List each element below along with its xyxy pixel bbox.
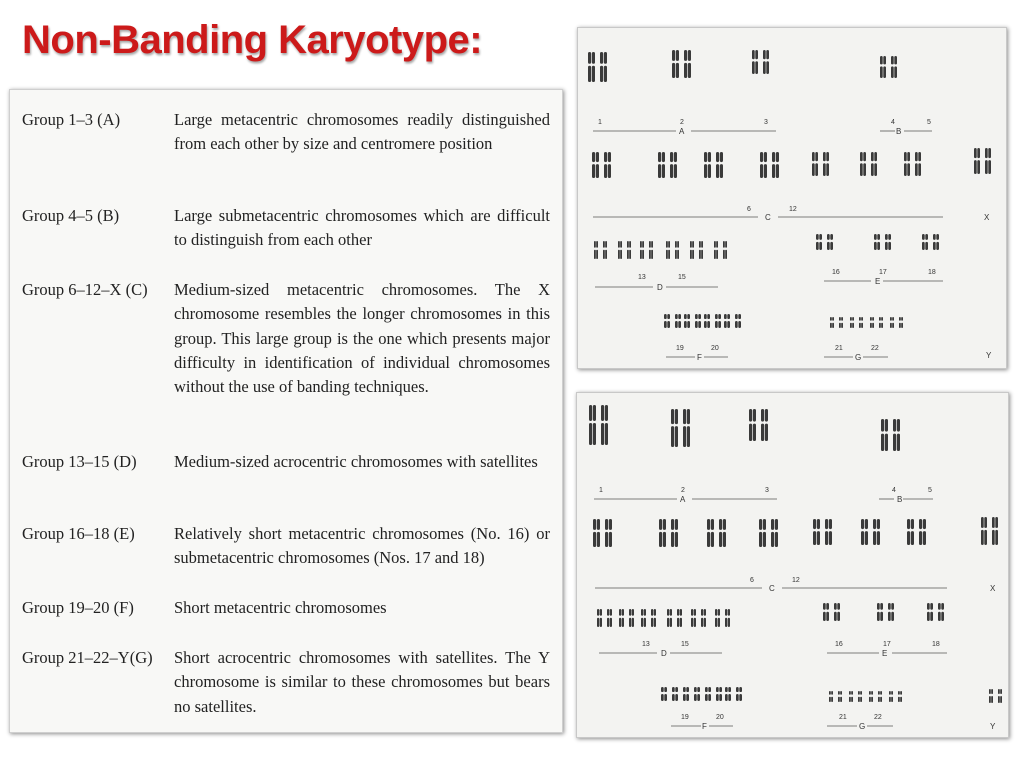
chromosome-icon bbox=[858, 691, 862, 702]
chromosome-icon bbox=[677, 609, 682, 627]
label-group-a: A bbox=[680, 495, 686, 504]
group-description: Short metacentric chromosomes bbox=[174, 598, 387, 617]
chromosome-icon bbox=[725, 687, 731, 701]
chromosome-icon bbox=[881, 419, 888, 451]
chromosome-icon bbox=[629, 609, 634, 627]
karyotype-svg-bottom bbox=[577, 393, 1008, 737]
chromosome-icon bbox=[691, 609, 696, 627]
label-2: 2 bbox=[681, 487, 685, 494]
chromosome-icon bbox=[605, 519, 612, 547]
label-15: 15 bbox=[678, 274, 686, 281]
chromosome-icon bbox=[705, 687, 711, 701]
chromosome-row bbox=[661, 687, 742, 701]
group-name: Group 4–5 (B) bbox=[22, 206, 120, 225]
chromosome-icon bbox=[922, 234, 928, 250]
slide-title: Non-Banding Karyotype: bbox=[22, 18, 483, 62]
chromosome-icon bbox=[725, 609, 730, 627]
chromosome-icon bbox=[981, 517, 987, 545]
chromosome-icon bbox=[683, 687, 689, 701]
chromosome-icon bbox=[888, 603, 894, 621]
chromosome-icon bbox=[825, 519, 832, 545]
label-19: 19 bbox=[676, 345, 684, 352]
chromosome-icon bbox=[760, 152, 767, 178]
chromosome-icon bbox=[998, 689, 1002, 703]
label-22: 22 bbox=[874, 714, 882, 721]
label-20: 20 bbox=[716, 714, 724, 721]
chromosome-icon bbox=[723, 241, 727, 259]
label-19: 19 bbox=[681, 714, 689, 721]
chromosome-icon bbox=[701, 609, 706, 627]
label-group-c: C bbox=[765, 213, 771, 222]
chromosome-icon bbox=[890, 317, 894, 328]
chromosome-icon bbox=[749, 409, 756, 441]
chromosome-icon bbox=[933, 234, 939, 250]
chromosome-icon bbox=[619, 609, 624, 627]
chromosome-icon bbox=[719, 519, 726, 547]
chromosome-icon bbox=[707, 519, 714, 547]
label-4: 4 bbox=[892, 487, 896, 494]
chromosome-row bbox=[816, 234, 939, 250]
chromosome-row bbox=[829, 689, 1002, 703]
chromosome-icon bbox=[850, 317, 854, 328]
label-20: 20 bbox=[711, 345, 719, 352]
chromosome-icon bbox=[649, 241, 653, 259]
label-group-c: C bbox=[769, 584, 775, 593]
chromosome-icon bbox=[684, 50, 691, 78]
chromosome-icon bbox=[715, 609, 720, 627]
label-13: 13 bbox=[642, 641, 650, 648]
chromosome-icon bbox=[830, 317, 834, 328]
chromosome-icon bbox=[627, 241, 631, 259]
chromosome-row bbox=[830, 317, 903, 328]
label-group-a: A bbox=[679, 127, 685, 136]
chromosome-icon bbox=[759, 519, 766, 547]
label-18: 18 bbox=[932, 641, 940, 648]
chromosome-icon bbox=[716, 687, 722, 701]
chromosome-icon bbox=[771, 519, 778, 547]
chromosome-icon bbox=[716, 152, 723, 178]
group-name: Group 21–22–Y(G) bbox=[22, 648, 153, 667]
chromosome-icon bbox=[604, 152, 611, 178]
chromosome-icon bbox=[664, 314, 670, 328]
chromosome-icon bbox=[658, 152, 665, 178]
chromosome-icon bbox=[704, 152, 711, 178]
chromosome-icon bbox=[823, 152, 829, 176]
karyotype-image-bottom bbox=[576, 392, 1009, 738]
label-x: X bbox=[990, 584, 996, 593]
chromosome-icon bbox=[607, 609, 612, 627]
chromosome-icon bbox=[870, 317, 874, 328]
chromosome-icon bbox=[593, 519, 600, 547]
chromosome-icon bbox=[861, 519, 868, 545]
chromosome-icon bbox=[877, 603, 883, 621]
label-group-g: G bbox=[855, 353, 862, 362]
chromosome-icon bbox=[772, 152, 779, 178]
chromosome-icon bbox=[714, 241, 718, 259]
chromosome-icon bbox=[869, 691, 873, 702]
chromosome-row bbox=[589, 405, 900, 451]
chromosome-icon bbox=[659, 519, 666, 547]
chromosome-icon bbox=[899, 317, 903, 328]
label-group-f: F bbox=[697, 353, 702, 362]
chromosome-icon bbox=[891, 56, 897, 78]
chromosome-icon bbox=[594, 241, 598, 259]
chromosome-icon bbox=[684, 314, 690, 328]
chromosome-icon bbox=[823, 603, 829, 621]
chromosome-icon bbox=[683, 409, 690, 447]
chromosome-icon bbox=[879, 317, 883, 328]
karyotype-svg-top bbox=[578, 28, 1006, 368]
label-group-b: B bbox=[896, 127, 902, 136]
label-group-g: G bbox=[859, 722, 866, 731]
chromosome-icon bbox=[699, 241, 703, 259]
group-description: Large submetacentric chromosomes which are difficult to distinguish from each other bbox=[174, 206, 550, 250]
group-description: Large metacentric chromosomes readily distinguished from each other by size and centromere position bbox=[174, 110, 550, 154]
label-21: 21 bbox=[839, 714, 847, 721]
chromosome-icon bbox=[907, 519, 914, 545]
chromosome-icon bbox=[829, 691, 833, 702]
label-group-d: D bbox=[661, 649, 667, 658]
group-description: Medium-sized acrocentric chromosomes with satellites bbox=[174, 452, 538, 471]
label-6: 6 bbox=[750, 577, 754, 584]
label-5: 5 bbox=[928, 487, 932, 494]
chromosome-icon bbox=[588, 52, 595, 82]
group-name: Group 6–12–X (C) bbox=[22, 280, 148, 299]
chromosome-icon bbox=[666, 241, 670, 259]
chromosome-icon bbox=[859, 317, 863, 328]
chromosome-icon bbox=[724, 314, 730, 328]
chromosome-icon bbox=[671, 519, 678, 547]
chromosome-icon bbox=[812, 152, 818, 176]
chromosome-icon bbox=[752, 50, 758, 74]
chromosome-icon bbox=[893, 419, 900, 451]
group-name: Group 1–3 (A) bbox=[22, 110, 121, 129]
label-group-f: F bbox=[702, 722, 707, 731]
chromosome-icon bbox=[915, 152, 921, 176]
label-3: 3 bbox=[764, 119, 768, 126]
label-group-d: D bbox=[657, 283, 663, 292]
chromosome-icon bbox=[667, 609, 672, 627]
chromosome-icon bbox=[597, 609, 602, 627]
chromosome-icon bbox=[675, 314, 681, 328]
group-description: Short acrocentric chromosomes with satellites. The Y chromosome is similar to these chromosomes but bears no satellites. bbox=[174, 648, 550, 716]
group-name: Group 16–18 (E) bbox=[22, 524, 135, 543]
chromosome-icon bbox=[600, 52, 607, 82]
chromosome-icon bbox=[904, 152, 910, 176]
chromosome-icon bbox=[938, 603, 944, 621]
chromosome-icon bbox=[704, 314, 710, 328]
chromosome-icon bbox=[618, 241, 622, 259]
chromosome-icon bbox=[672, 50, 679, 78]
label-21: 21 bbox=[835, 345, 843, 352]
chromosome-icon bbox=[974, 148, 980, 174]
chromosome-icon bbox=[603, 241, 607, 259]
chromosome-icon bbox=[839, 317, 843, 328]
chromosome-icon bbox=[736, 687, 742, 701]
group-name: Group 13–15 (D) bbox=[22, 452, 137, 471]
chromosome-icon bbox=[651, 609, 656, 627]
label-17: 17 bbox=[879, 269, 887, 276]
chromosome-icon bbox=[880, 56, 886, 78]
label-22: 22 bbox=[871, 345, 879, 352]
chromosome-icon bbox=[661, 687, 667, 701]
chromosome-icon bbox=[641, 609, 646, 627]
chromosome-icon bbox=[885, 234, 891, 250]
karyotype-image-top bbox=[577, 27, 1007, 369]
chromosome-icon bbox=[694, 687, 700, 701]
chromosome-icon bbox=[838, 691, 842, 702]
label-y: Y bbox=[986, 351, 992, 360]
label-18: 18 bbox=[928, 269, 936, 276]
chromosome-icon bbox=[813, 519, 820, 545]
chromosome-icon bbox=[989, 689, 993, 703]
chromosome-row bbox=[597, 609, 730, 627]
chromosome-icon bbox=[671, 409, 678, 447]
chromosome-icon bbox=[763, 50, 769, 74]
label-13: 13 bbox=[638, 274, 646, 281]
chromosome-icon bbox=[672, 687, 678, 701]
chromosome-icon bbox=[592, 152, 599, 178]
chromosome-icon bbox=[816, 234, 822, 250]
chromosome-icon bbox=[874, 234, 880, 250]
label-16: 16 bbox=[835, 641, 843, 648]
label-3: 3 bbox=[765, 487, 769, 494]
label-17: 17 bbox=[883, 641, 891, 648]
chromosome-icon bbox=[992, 517, 998, 545]
chromosome-icon bbox=[919, 519, 926, 545]
group-name: Group 19–20 (F) bbox=[22, 598, 134, 617]
chromosome-group-table bbox=[9, 89, 563, 733]
chromosome-icon bbox=[761, 409, 768, 441]
label-6: 6 bbox=[747, 206, 751, 213]
chromosome-row bbox=[823, 603, 944, 621]
label-y: Y bbox=[990, 722, 996, 731]
chromosome-icon bbox=[735, 314, 741, 328]
chromosome-row bbox=[664, 314, 741, 328]
chromosome-icon bbox=[601, 405, 608, 445]
chromosome-row bbox=[594, 241, 727, 259]
label-group-e: E bbox=[882, 649, 888, 658]
chromosome-icon bbox=[834, 603, 840, 621]
chromosome-icon bbox=[871, 152, 877, 176]
chromosome-icon bbox=[695, 314, 701, 328]
chromosome-icon bbox=[589, 405, 596, 445]
label-15: 15 bbox=[681, 641, 689, 648]
chromosome-icon bbox=[927, 603, 933, 621]
chromosome-icon bbox=[889, 691, 893, 702]
chromosome-icon bbox=[715, 314, 721, 328]
label-4: 4 bbox=[891, 119, 895, 126]
chromosome-icon bbox=[670, 152, 677, 178]
label-12: 12 bbox=[789, 206, 797, 213]
label-2: 2 bbox=[680, 119, 684, 126]
label-1: 1 bbox=[599, 487, 603, 494]
chromosome-icon bbox=[985, 148, 991, 174]
chromosome-icon bbox=[675, 241, 679, 259]
label-group-b: B bbox=[897, 495, 903, 504]
chromosome-icon bbox=[898, 691, 902, 702]
chromosome-row bbox=[593, 517, 998, 547]
group-description: Relatively short metacentric chromosomes (No. 16) or submetacentric chromosomes (Nos. 17 and 18) bbox=[174, 524, 550, 568]
chromosome-icon bbox=[690, 241, 694, 259]
chromosome-icon bbox=[878, 691, 882, 702]
label-16: 16 bbox=[832, 269, 840, 276]
chromosome-icon bbox=[640, 241, 644, 259]
label-1: 1 bbox=[598, 119, 602, 126]
label-x: X bbox=[984, 213, 990, 222]
chromosome-row bbox=[588, 50, 897, 82]
chromosome-icon bbox=[860, 152, 866, 176]
chromosome-icon bbox=[827, 234, 833, 250]
group-description: Medium-sized metacentric chromosomes. The X chromosome resembles the longer chromosomes in this group. This large group is the one which presents major difficulty in identification of individual chromosomes without the use of banding techniques. bbox=[174, 280, 550, 397]
label-group-e: E bbox=[875, 277, 881, 286]
chromosome-icon bbox=[873, 519, 880, 545]
chromosome-icon bbox=[849, 691, 853, 702]
chromosome-row bbox=[592, 148, 991, 178]
label-5: 5 bbox=[927, 119, 931, 126]
label-12: 12 bbox=[792, 577, 800, 584]
